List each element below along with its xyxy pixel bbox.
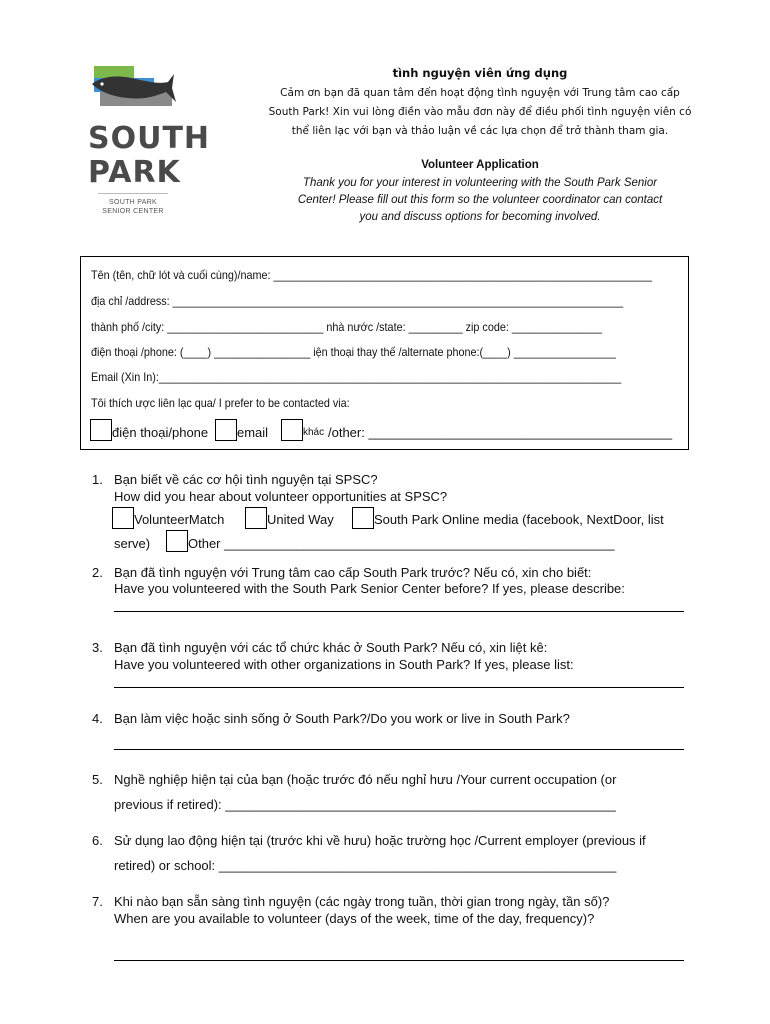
q6-text: Sử dụng lao động hiện tại (trước khi về hưu) hoặc trường học /Current employer (previous if — [114, 833, 646, 848]
option-other-field[interactable]: /other: __________________________________________ — [328, 425, 673, 440]
en-title: Volunteer Application — [421, 159, 539, 171]
en-body-3: you and discuss options for becoming involved. — [359, 211, 601, 223]
vi-body-2: South Park! Xin vui lòng điền vào mẫu đơn này để điều phối tình nguyện viên có — [268, 106, 692, 118]
q1-option-online-media: South Park Online media (facebook, NextDoor, list — [374, 512, 664, 527]
q3-vi: Bạn đã tình nguyện với các tổ chức khác ở South Park? Nếu có, xin liệt kê: — [114, 640, 548, 655]
q7-en: When are you available to volunteer (days of the week, time of the day, frequency)? — [114, 911, 595, 926]
vi-body-1: Cảm ơn bạn đã quan tâm đến hoạt động tình nguyện với Trung tâm cao cấp — [280, 87, 680, 99]
q3-number: 3. — [92, 640, 103, 655]
q6-number: 6. — [92, 833, 103, 848]
q2-en: Have you volunteered with the South Park Senior Center before? If yes, please describe: — [114, 581, 625, 596]
q1-number: 1. — [92, 472, 103, 487]
logo-park: PARK — [88, 155, 181, 190]
q1-option-united-way: United Way — [267, 512, 334, 527]
q5-answer-field[interactable]: previous if retired): ______________________________________________________ — [114, 797, 616, 812]
contact-preference-label: Tôi thích ược liên lạc qua/ I prefer to be contacted via: — [91, 396, 350, 410]
checkbox-other[interactable] — [281, 419, 303, 441]
email-field[interactable]: Email (Xin In):_____________________________________________________________________________ — [91, 370, 622, 384]
q1-option-volunteermatch: VolunteerMatch — [134, 512, 225, 527]
checkbox-other-source[interactable] — [166, 530, 188, 552]
logo-south: SOUTH — [88, 121, 211, 156]
q5-text: Nghề nghiệp hiện tại của bạn (hoặc trước đó nếu nghỉ hưu /Your current occupation (or — [114, 772, 617, 787]
south-park-logo — [88, 62, 211, 227]
en-body-1: Thank you for your interest in volunteering with the South Park Senior — [302, 177, 658, 189]
phone-field[interactable]: điện thoại /phone: (____) ________________ iện thoại thay thế /alternate phone:(____) _________________ — [91, 345, 616, 359]
option-phone-label: điện thoại/phone — [112, 425, 209, 440]
q4-answer-line[interactable] — [114, 749, 684, 750]
q7-answer-line[interactable] — [114, 960, 684, 961]
q1-option-online-media-cont: serve) — [114, 536, 151, 551]
option-email-label: email — [237, 425, 269, 440]
q4-text: Bạn làm việc hoặc sinh sống ở South Park?/Do you work or live in South Park? — [114, 711, 570, 726]
logo-sub2: SENIOR CENTER — [102, 208, 164, 215]
q2-answer-line[interactable] — [114, 611, 684, 612]
checkbox-united-way[interactable] — [245, 507, 267, 529]
address-field[interactable]: địa chỉ /address: ___________________________________________________________________________ — [91, 294, 624, 308]
fish-icon — [88, 62, 178, 122]
q2-vi: Bạn đã tình nguyện với Trung tâm cao cấp South Park trước? Nếu có, xin cho biết: — [114, 565, 592, 580]
vi-body-3: thể liên lạc với bạn và thảo luận về các lựa chọn để trở thành tham gia. — [291, 125, 669, 137]
name-field[interactable]: Tên (tên, chữ lót và cuối cùng)/name: _______________________________________________________________ — [91, 268, 652, 282]
q2-number: 2. — [92, 565, 103, 580]
q7-vi: Khi nào bạn sẵn sàng tình nguyện (các ngày trong tuần, thời gian trong ngày, tần số)? — [114, 894, 610, 909]
checkbox-phone[interactable] — [90, 419, 112, 441]
q1-option-other-field[interactable]: Other ______________________________________________________ — [188, 536, 615, 551]
q4-number: 4. — [92, 711, 103, 726]
q5-number: 5. — [92, 772, 103, 787]
vi-title: tình nguyện viên ứng dụng — [392, 66, 568, 80]
q1-vi: Bạn biết về các cơ hội tình nguyện tại SPSC? — [114, 472, 378, 487]
checkbox-email[interactable] — [215, 419, 237, 441]
q7-number: 7. — [92, 894, 103, 909]
q3-en: Have you volunteered with other organizations in South Park? If yes, please list: — [114, 657, 574, 672]
logo-sub1: SOUTH PARK — [109, 199, 157, 206]
q1-en: How did you hear about volunteer opportunities at SPSC? — [114, 489, 448, 504]
q6-answer-field[interactable]: retired) or school: _______________________________________________________ — [114, 858, 617, 873]
city-state-zip-field[interactable]: thành phố /city: __________________________ nhà nước /state: _________ zip code: _______________ — [91, 320, 602, 334]
option-other-prefix: khác — [303, 427, 325, 438]
en-body-2: Center! Please fill out this form so the volunteer coordinator can contact — [297, 194, 663, 206]
checkbox-online-media[interactable] — [352, 507, 374, 529]
checkbox-volunteermatch[interactable] — [112, 507, 134, 529]
q3-answer-line[interactable] — [114, 687, 684, 688]
